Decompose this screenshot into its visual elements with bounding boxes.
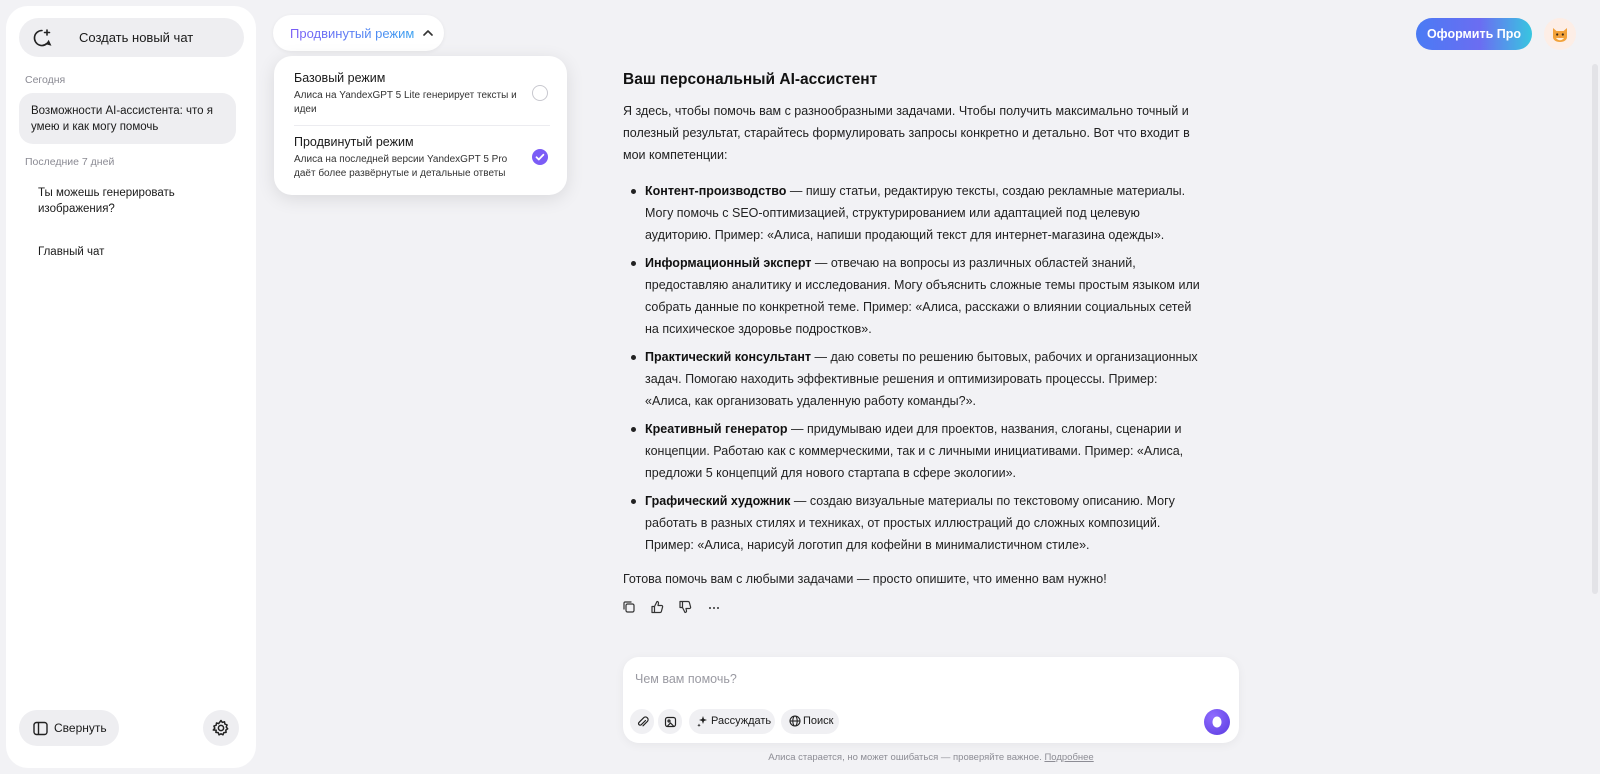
list-item	[623, 180, 1203, 246]
chat-item-images[interactable]: Ты можешь генерировать изображения?	[38, 187, 175, 215]
chat-item-main[interactable]: Главный чат	[38, 246, 105, 258]
mode-dropdown	[274, 56, 567, 195]
search-toggle[interactable]	[781, 709, 839, 734]
item-text: — создаю визуальные материалы по текстовому описанию. Могу работать в разных стилях и техниках, от простых иллюстраций до сложных композиций. Пример: «Алиса, нарисуй логотип для кофейни в минималистичном стиле».	[645, 494, 1175, 552]
collapse-sidebar-button[interactable]	[19, 710, 119, 746]
list-item	[623, 252, 1203, 340]
scrollbar[interactable]	[1590, 0, 1600, 774]
collapse-label: Свернуть	[54, 721, 107, 735]
learn-more-link[interactable]: Подробнее	[1044, 752, 1094, 763]
message-intro: Я здесь, чтобы помочь вам с разнообразными задачами. Чтобы получить максимально точный и полезный результат, старайтесь формулировать запросы конкретно и детально. Вот что входит в мои компетенции:	[623, 104, 1190, 162]
image-sparkle-icon	[664, 715, 677, 728]
mode-option-basic[interactable]	[274, 64, 567, 128]
mode-option-desc: Алиса на последней версии YandexGPT 5 Pro даёт более развёрнутые и детальные ответы	[294, 154, 508, 179]
chevron-up-icon	[423, 29, 433, 36]
checkmark-icon	[532, 149, 548, 165]
sidebar-panel-icon	[33, 721, 48, 736]
item-text: — придумываю идеи для проектов, названия, слоганы, сценарии и концепции. Работаю как с коммерческими, так и с личными инициативами. Пример: «Алиса, предложи 5 концепций для нового стартапа в сфере экологии».	[645, 422, 1184, 480]
thumbs-down-icon	[678, 600, 692, 614]
section-title-today: Сегодня	[25, 74, 66, 86]
search-label: Поиск	[803, 715, 834, 727]
like-button[interactable]	[650, 600, 666, 616]
mode-option-advanced[interactable]	[274, 128, 567, 192]
sidebar	[6, 6, 256, 768]
globe-icon	[789, 715, 801, 727]
divider	[294, 125, 550, 126]
assistant-message	[623, 68, 1203, 604]
message-title: Ваш персональный AI-ассистент	[623, 71, 878, 88]
disclaimer	[623, 752, 1239, 763]
new-chat-icon	[31, 27, 53, 49]
mode-option-title: Базовый режим	[294, 71, 386, 85]
item-heading: Практический консультант	[645, 350, 812, 364]
get-pro-label: Оформить Про	[1426, 27, 1522, 41]
list-item	[623, 418, 1203, 484]
get-pro-button[interactable]	[1416, 18, 1532, 50]
dislike-button[interactable]	[678, 600, 694, 616]
message-closing: Готова помочь вам с любыми задачами — просто опишите, что именно вам нужно!	[623, 572, 1107, 586]
item-text: — даю советы по решению бытовых, рабочих и организационных задач. Помогаю находить эффективные решения и оптимизировать процессы. Пример: «Алиса, как организовать удаленную работу команды?».	[645, 350, 1198, 408]
copy-button[interactable]	[622, 600, 638, 616]
chat-input[interactable]	[635, 669, 1195, 689]
mode-selector-button[interactable]	[273, 15, 444, 51]
ellipsis-icon	[707, 600, 721, 614]
voice-assistant-button[interactable]	[1204, 709, 1230, 735]
avatar[interactable]	[1544, 18, 1576, 50]
gear-icon	[212, 719, 230, 737]
chat-input-box	[623, 657, 1239, 743]
list-item	[623, 346, 1203, 412]
settings-button[interactable]	[203, 710, 239, 746]
more-options-button[interactable]	[707, 600, 723, 616]
item-text: — отвечаю на вопросы из различных областей знаний, предоставляю аналитику и исследования. Могу объяснить сложные темы простым языком или собрать данные по конкретной теме. Пример: «Алиса, расскажи о влиянии социальных сетей на психическое здоровье подростков».	[645, 256, 1200, 336]
sparkle-icon	[697, 715, 709, 727]
image-gen-button[interactable]	[658, 709, 682, 734]
copy-icon	[622, 600, 636, 614]
mode-selector-label: Продвинутый режим	[290, 26, 415, 41]
item-heading: Графический художник	[645, 494, 791, 508]
item-heading: Информационный эксперт	[645, 256, 812, 270]
paperclip-icon	[636, 715, 649, 728]
think-label: Рассуждать	[711, 715, 772, 727]
item-heading: Контент-производство	[645, 184, 787, 198]
list-item	[623, 490, 1203, 556]
attach-button[interactable]	[630, 709, 654, 734]
section-title-week: Последние 7 дней	[25, 156, 115, 168]
capabilities-list	[623, 180, 1203, 556]
chat-item-ai-capabilities[interactable]: Возможности AI-ассистента: что я умею и как могу помочь	[19, 93, 236, 144]
mode-option-desc: Алиса на YandexGPT 5 Lite генерирует тексты и идеи	[294, 90, 517, 115]
thumbs-up-icon	[650, 600, 664, 614]
think-toggle[interactable]	[689, 709, 775, 734]
item-text: — пишу статьи, редактирую тексты, создаю рекламные материалы. Могу помочь с SEO-оптимизацией, структурированием или адаптацией под целевую аудиторию. Пример: «Алиса, напиши продающий текст для интернет-магазина одежды».	[645, 184, 1186, 242]
item-heading: Креативный генератор	[645, 422, 788, 436]
scrollbar-thumb[interactable]	[1592, 64, 1598, 594]
new-chat-label: Создать новый чат	[79, 30, 194, 45]
radio-checked[interactable]	[532, 149, 548, 165]
new-chat-button[interactable]	[19, 18, 244, 57]
alice-icon	[1210, 715, 1224, 729]
radio-unchecked[interactable]	[532, 85, 548, 101]
cat-avatar-icon	[1550, 24, 1570, 44]
mode-option-title: Продвинутый режим	[294, 135, 414, 149]
disclaimer-text: Алиса старается, но может ошибаться — проверяйте важное.	[768, 752, 1042, 763]
